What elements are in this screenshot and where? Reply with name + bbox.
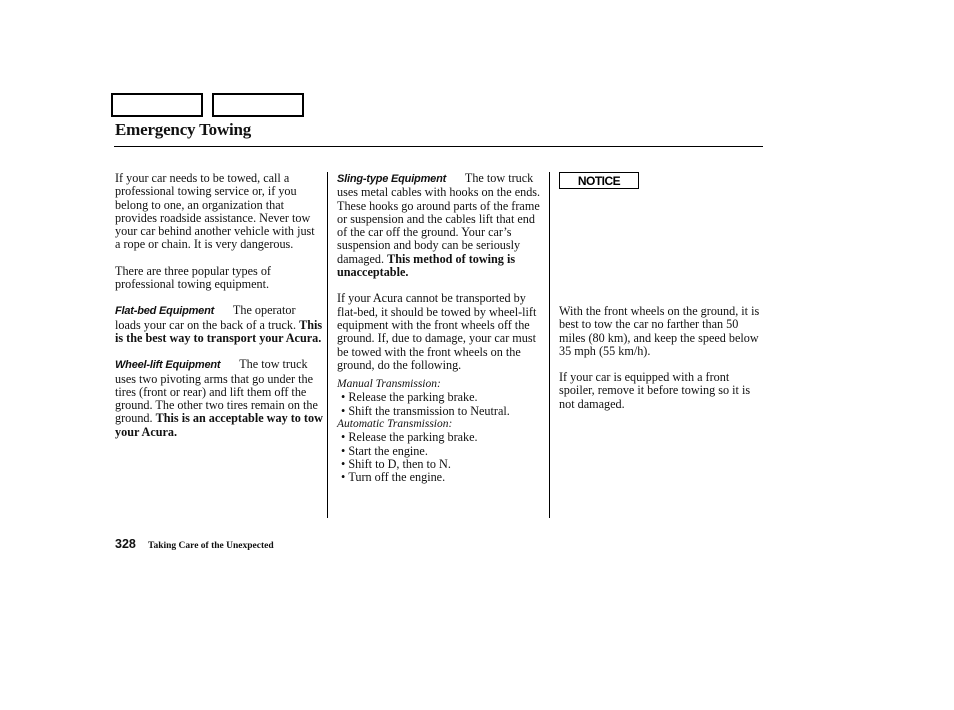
page-number: 328 — [115, 537, 136, 551]
list-item: • Shift to D, then to N. — [337, 458, 541, 471]
automatic-steps-list — [337, 431, 541, 484]
column-2 — [337, 172, 541, 485]
title-rule — [114, 146, 763, 147]
flatbed-paragraph — [115, 304, 323, 345]
page-title: Emergency Towing — [115, 120, 252, 139]
header-tab-box-1 — [111, 93, 203, 117]
towing-instructions-paragraph: If your Acura cannot be transported by flat-bed, it should be towed by wheel-lift equipment with the front wheels off the ground. If, due to damage, your car must be towed with the front wheels on the ground, do the following. — [337, 291, 537, 372]
column-divider-1 — [327, 172, 328, 518]
wheellift-text: The tow truck uses two pivoting arms that go under the tires (front or rear) and lift them off the ground. The other two tires remain on the ground. — [115, 357, 318, 426]
list-item: • Start the engine. — [337, 445, 541, 458]
sling-text: The tow truck uses metal cables with hooks on the ends. These hooks go around parts of the frame or suspension and the cables lift that end of the car off the ground. Your car’s suspension and body can be seriously damaged. — [337, 171, 541, 266]
manual-steps-list — [337, 391, 541, 418]
flatbed-bold-text: This is the best way to transport your Acura. — [115, 317, 323, 345]
column-1 — [115, 172, 323, 439]
header-tab-box-2 — [212, 93, 304, 117]
spoiler-paragraph: If your car is equipped with a front spoiler, remove it before towing so it is not damaged. — [559, 370, 751, 411]
sling-paragraph — [337, 172, 541, 279]
sling-heading: Sling-type Equipment — [337, 173, 447, 185]
wheellift-paragraph — [115, 358, 323, 439]
automatic-transmission-label: Automatic Transmission: — [337, 418, 453, 431]
wheellift-bold-text: This is an acceptable way to tow your Acura. — [115, 411, 323, 439]
column-divider-2 — [549, 172, 550, 518]
column-3 — [559, 305, 764, 411]
notice-badge: NOTICE — [559, 172, 639, 189]
flatbed-text: The operator loads your car on the back of a truck. — [115, 303, 297, 332]
list-item: • Release the parking brake. — [337, 431, 541, 444]
list-item: • Turn off the engine. — [337, 471, 541, 484]
section-title: Taking Care of the Unexpected — [148, 541, 274, 551]
equipment-types-paragraph: There are three popular types of professional towing equipment. — [115, 263, 271, 292]
sling-bold-text: This method of towing is unacceptable. — [337, 251, 516, 280]
list-item: • Release the parking brake. — [337, 391, 541, 404]
wheellift-heading: Wheel-lift Equipment — [115, 359, 221, 372]
list-item: • Shift the transmission to Neutral. — [337, 405, 541, 418]
flatbed-heading: Flat-bed Equipment — [115, 305, 215, 318]
manual-transmission-label: Manual Transmission: — [337, 378, 441, 391]
intro-paragraph: If your car needs to be towed, call a professional towing service or, if you belong to one, an organization that provides roadside assistance. Never tow your car behind another vehicle with just a rope or chain. It is very dangerous. — [115, 171, 315, 252]
front-wheels-paragraph: With the front wheels on the ground, it is best to tow the car no farther than 50 miles (80 km), and keep the speed below 35 mph (55 km/h). — [559, 304, 760, 358]
